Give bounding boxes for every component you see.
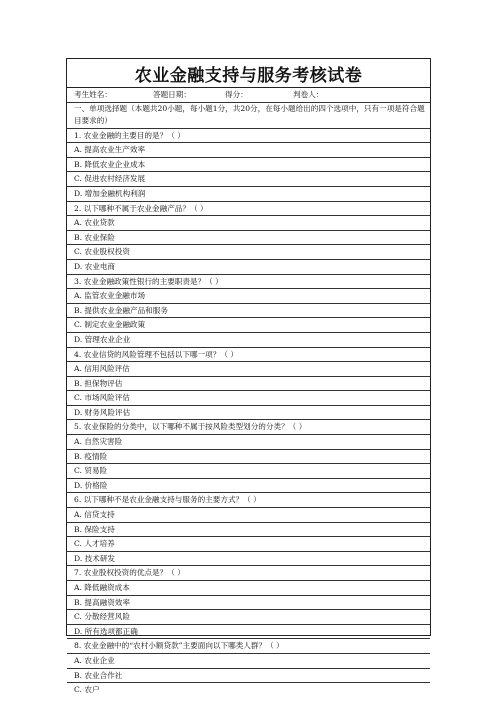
option-text: B. 提高融资效率 — [67, 596, 430, 611]
option-text: A. 降低融资成本 — [67, 581, 430, 596]
option-text: D. 财务风险评估 — [67, 406, 430, 421]
option-text: C. 制定农业金融政策 — [67, 318, 430, 333]
title-row — [67, 59, 430, 88]
question-text: 8. 农业金融中的“农村小额贷款”主要面向以下哪类人群？（ ） — [67, 639, 430, 654]
answer-date-label: 答题日期： — [153, 90, 191, 99]
grader-label: 判卷人： — [293, 90, 324, 99]
option-text: B. 保险支持 — [67, 523, 430, 538]
option-text: C. 促进农村经济发展 — [67, 172, 430, 187]
option-text: C. 贸易险 — [67, 464, 430, 479]
question-text: 3. 农业金融政策性银行的主要职责是？（ ） — [67, 275, 430, 290]
option-text: A. 监管农业金融市场 — [67, 289, 430, 304]
question-text: 4. 农业信贷的风险管理不包括以下哪一项？（ ） — [67, 348, 430, 363]
exam-paper-frame — [66, 58, 431, 695]
option-text: D. 管理农业企业 — [67, 333, 430, 348]
candidate-name-label: 考生姓名： — [74, 90, 112, 99]
option-text: B. 降低农业企业成本 — [67, 158, 430, 173]
option-text: C. 市场风险评估 — [67, 391, 430, 406]
option-text: C. 人才培养 — [67, 537, 430, 552]
question-text: 5. 农业保险的分类中，以下哪种不属于按风险类型划分的分类？（ ） — [67, 420, 430, 435]
option-text: A. 提高农业生产效率 — [67, 143, 430, 158]
exam-title: 农业金融支持与服务考核试卷 — [134, 65, 363, 86]
option-text: C. 农业股权投资 — [67, 245, 430, 260]
question-text: 6. 以下哪种不是农业金融支持与服务的主要方式？（ ） — [67, 493, 430, 508]
option-text: C. 农户 — [74, 685, 100, 695]
option-text: B. 担保物评估 — [67, 377, 430, 392]
score-label: 得分： — [225, 90, 248, 99]
option-text: B. 农业合作社 — [67, 669, 430, 684]
option-text: D. 技术研发 — [67, 552, 430, 567]
option-text: C. 分散经营风险 — [67, 610, 430, 625]
option-text: B. 农业保险 — [67, 231, 430, 246]
option-text: D. 农业电商 — [67, 260, 430, 275]
question-text: 7. 农业股权投资的优点是？（ ） — [67, 566, 430, 581]
option-text: A. 信贷支持 — [67, 508, 430, 523]
question-text: 1. 农业金融的主要目的是？（ ） — [67, 129, 430, 144]
option-text: D. 所有选项都正确 — [67, 625, 430, 640]
option-text: A. 农业企业 — [67, 654, 430, 669]
option-text: A. 信用风险评估 — [67, 362, 430, 377]
section-heading: 一、单项选择题（本题共20小题，每小题1分，共20分，在每小题给出的四个选项中，只有一项是符合题目要求的） — [67, 103, 430, 129]
option-text: D. 价格险 — [67, 479, 430, 494]
option-text: B. 疫情险 — [67, 450, 430, 465]
question-list — [67, 129, 430, 697]
option-text: D. 增加金融机构利润 — [67, 187, 430, 202]
option-text: A. 自然灾害险 — [67, 435, 430, 450]
option-text: A. 农业贷款 — [67, 216, 430, 231]
candidate-info-row — [67, 88, 430, 103]
option-text: B. 提供农业金融产品和服务 — [67, 304, 430, 319]
question-text: 2. 以下哪种不属于农业金融产品？（ ） — [67, 202, 430, 217]
